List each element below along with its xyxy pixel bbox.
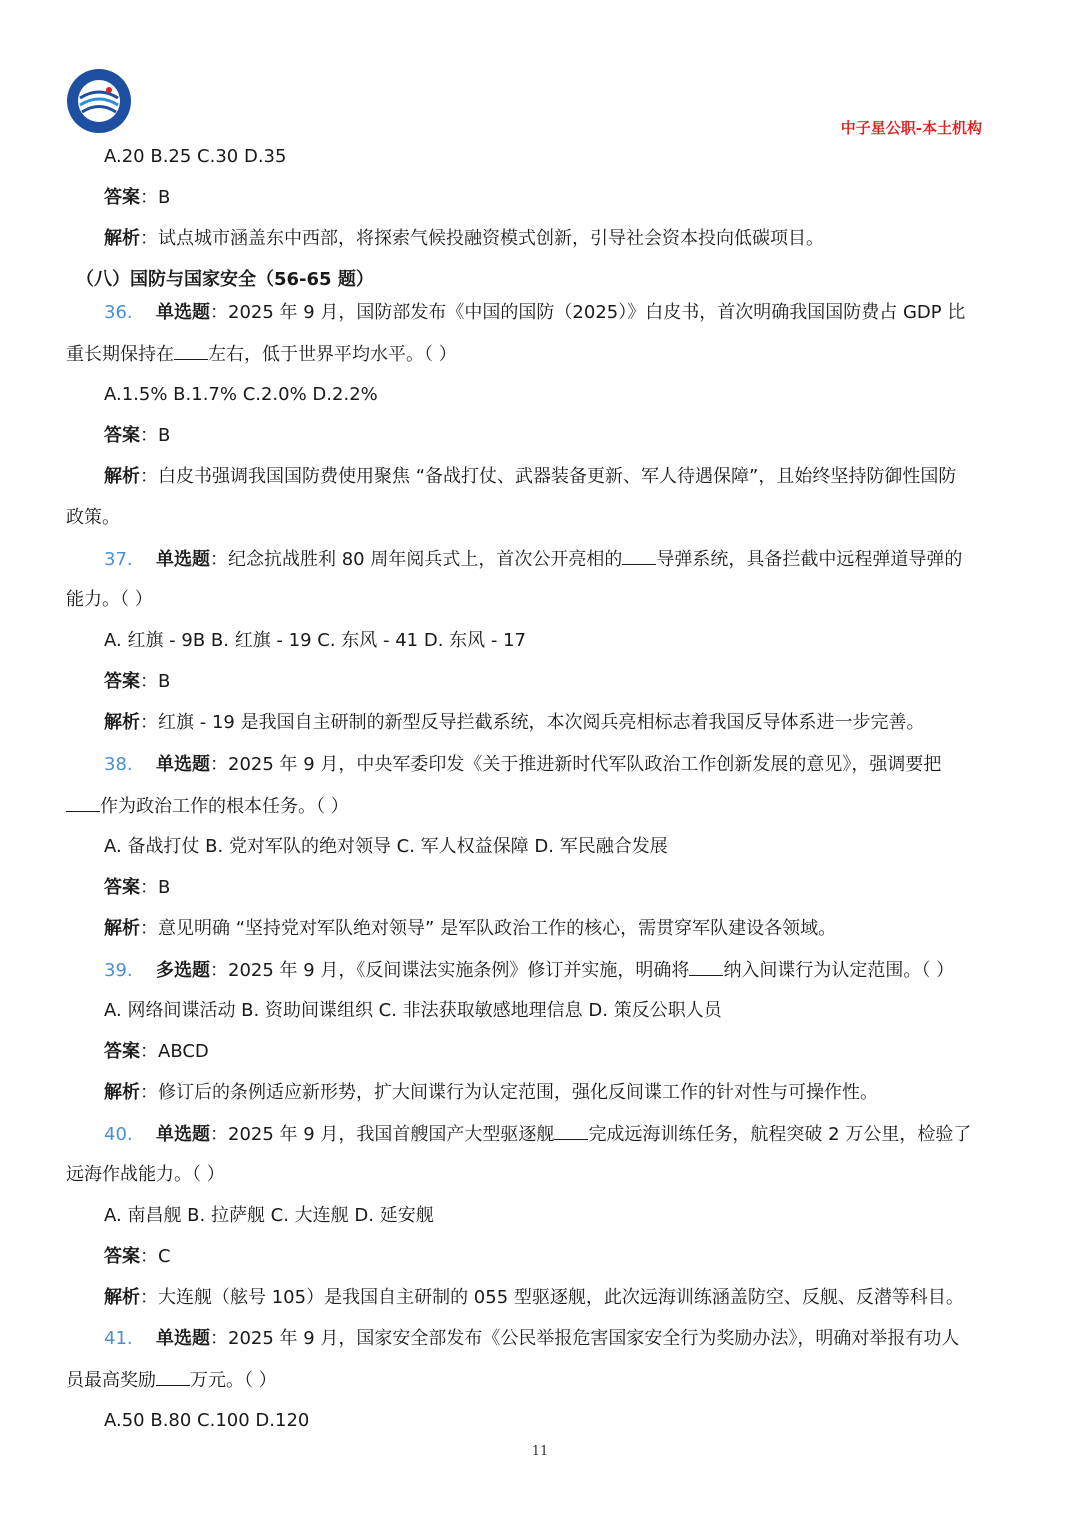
question-36: 36. 单选题：2025 年 9 月，国防部发布《中国的国防（2025）》白皮书，首次明确我国国防费占 GDP 比 [104,302,966,323]
fill-blank [174,341,208,360]
analysis-line: 解析：白皮书强调我国国防费使用聚焦 “备战打仗、武器装备更新、军人待遇保障”，且始终坚持防御性国防 [104,466,957,487]
section-title: （八）国防与国家安全（56-65 题） [76,269,374,290]
options-line: A. 红旗 - 9B B. 红旗 - 19 C. 东风 - 41 D. 东风 - 17 [104,630,526,651]
options-line: A.1.5% B.1.7% C.2.0% D.2.2% [104,384,378,405]
brand-name: 中子星公职-本土机构 [840,119,982,137]
analysis-line: 解析：意见明确 “坚持党对军队绝对领导” 是军队政治工作的核心，需贯穿军队建设各领域。 [104,918,837,939]
options-line: A.20 B.25 C.30 D.35 [104,146,287,167]
question-38-cont: 作为政治工作的根本任务。（ ） [66,793,349,820]
analysis-line: 解析：大连舰（舷号 105）是我国自主研制的 055 型驱逐舰，此次远海训练涵盖防空、反舰、反潜等科目。 [104,1287,964,1308]
answer-line: 答案：ABCD [104,1041,209,1062]
answer-line: 答案：B [104,187,171,208]
fill-blank [156,1367,190,1386]
question-37: 37. 单选题：纪念抗战胜利 80 周年阅兵式上，首次公开亮相的 导弹系统，具备拦截中远程弹道导弹的 [104,546,962,573]
answer-line: 答案：B [104,425,171,446]
answer-line: 答案：B [104,671,171,692]
analysis-line: 解析：修订后的条例适应新形势，扩大间谍行为认定范围，强化反间谍工作的针对性与可操作性。 [104,1082,878,1103]
answer-line: 答案：B [104,877,171,898]
question-41: 41. 单选题：2025 年 9 月，国家安全部发布《公民举报危害国家安全行为奖励办法》，明确对举报有功人 [104,1328,960,1349]
question-38: 38. 单选题：2025 年 9 月，中央军委印发《关于推进新时代军队政治工作创新发展的意见》，强调要把 [104,754,942,775]
organization-logo [66,68,132,134]
analysis-line: 解析：试点城市涵盖东中西部，将探索气候投融资模式创新，引导社会资本投向低碳项目。 [104,228,824,249]
fill-blank [66,793,100,812]
question-39: 39. 多选题：2025 年 9 月，《反间谍法实施条例》修订并实施，明确将 纳入间谍行为认定范围。（ ） [104,957,954,984]
options-line: A. 网络间谍活动 B. 资助间谍组织 C. 非法获取敏感地理信息 D. 策反公职人员 [104,1000,722,1021]
analysis-line-cont: 政策。 [66,507,120,528]
page-number: 11 [531,1444,549,1459]
question-40-cont: 远海作战能力。（ ） [66,1164,225,1185]
answer-line: 答案：C [104,1246,171,1267]
options-line: A. 南昌舰 B. 拉萨舰 C. 大连舰 D. 延安舰 [104,1205,434,1226]
options-line: A. 备战打仗 B. 党对军队的绝对领导 C. 军人权益保障 D. 军民融合发展 [104,836,668,857]
fill-blank [689,957,723,976]
analysis-line: 解析：红旗 - 19 是我国自主研制的新型反导拦截系统，本次阅兵亮相标志着我国反导体系进一步完善。 [104,712,925,733]
options-line: A.50 B.80 C.100 D.120 [104,1410,310,1431]
question-37-cont: 能力。（ ） [66,589,153,610]
fill-blank [622,546,656,565]
question-41-cont: 员最高奖励 万元。（ ） [66,1367,277,1394]
question-40: 40. 单选题：2025 年 9 月，我国首艘国产大型驱逐舰 完成远海训练任务，航程突破 2 万公里，检验了 [104,1121,971,1148]
question-36-cont: 重长期保持在 左右，低于世界平均水平。（ ） [66,341,457,368]
fill-blank [554,1121,588,1140]
